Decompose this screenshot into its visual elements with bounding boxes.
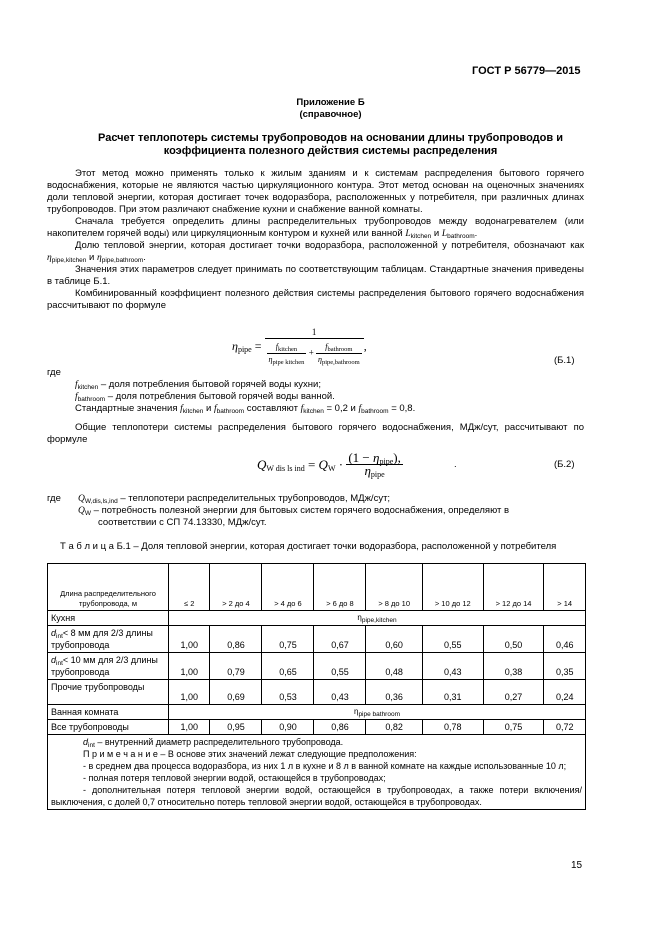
where2-l2-text: – потребность полезной энергии для бытовых систем горячего водоснабжения, определяют в (91, 505, 510, 516)
equation-number-b2: (Б.2) (554, 459, 575, 470)
table-row (48, 626, 586, 653)
header-col: > 8 до 10 (366, 564, 422, 611)
where1-text-bathroom: – доля потребления бытовой горячей воды ванной. (105, 391, 335, 402)
where2-l1-text: – теплопотери распределительных трубопроводов, МДж/сут; (117, 493, 391, 504)
paragraph-combined: Комбинированный коэффициент полезного действия системы распределения бытового горячего водоснабжения рассчитывают по формуле (47, 288, 584, 311)
where2-line-qwdis (78, 493, 390, 505)
appendix-status: (справочное) (299, 109, 362, 120)
where1-text-kitchen: – доля потребления бытовой горячей воды кухни; (98, 379, 321, 390)
note-dint-sym: d (83, 737, 89, 747)
bathroom-eta: $\eta_{pipe bathroom}$ (169, 705, 586, 720)
formula-b1: $\eta_{pipe}$ = 1 $\frac{f_{kitchen}}{\eta_{pipe kitchen}}$ + $\frac{f_{bathroom}}{\eta_{pipe,bathroom}}$ , (232, 327, 367, 366)
kitchen-eta: $\eta_{pipe,kitchen}$ (169, 611, 586, 626)
header-col: > 4 до 6 (262, 564, 314, 611)
header-col: > 14 (544, 564, 586, 611)
table-row (48, 680, 586, 705)
table-cell: 0,65 (262, 653, 314, 680)
table-cell: 0,69 (210, 680, 262, 705)
header-col: > 12 до 14 (483, 564, 544, 611)
note-item-1: - в среднем два процесса водоразбора, из них 1 л в кухне и 8 л в ванной комнате на каждые использованные 10 л; (83, 761, 567, 771)
where-label-2: где (47, 493, 61, 504)
kitchen-eta-sub: pipe,kitchen (361, 617, 397, 624)
table-cell: 0,55 (422, 626, 483, 653)
paragraph-method: Этот метод можно применять только к жилым зданиям и к системам распределения бытового горячего водоснабжения, которые не являются частью циркуляционного контура. Этот метод основан на оценочных значениях доли тепловой энергии, которая достигает точек водоразбора, расположенных у потребителя, при различных длинах трубопроводов. При этом различают снабжение кухни и снабжение ванной комнаты. (47, 168, 584, 215)
table-cell: 0,43 (422, 653, 483, 680)
table-row-bathroom (48, 705, 586, 720)
paragraph-share: Долю тепловой энергии, которая достигает точки водоразбора, расположенной у потребителя, обозначают как $\eta_{pipe,kitchen}$ и $\eta_{pipe,bathroom}$. (47, 240, 584, 264)
row-label-all: Все трубопроводы (48, 720, 169, 735)
equation-number-b1: (Б.1) (554, 355, 575, 366)
appendix-title: Приложение Б (296, 97, 365, 108)
where1-l3-g: = 0,2 и (323, 403, 359, 414)
where-label-1: где (47, 367, 61, 378)
where1-l3-e: составляют (244, 403, 301, 414)
p2-text-c: и (431, 228, 442, 239)
formula-b1-lhs-sub: pipe (237, 345, 252, 354)
header-col: > 10 до 12 (422, 564, 483, 611)
page-number: 15 (571, 860, 583, 871)
bathroom-eta-sub: pipe bathroom (358, 711, 400, 718)
p2-text-a: Сначала требуется определить длины распределительных трубопроводов между водонагревателем (или накопителем горячей воды) или циркуляционным контуром и кухней или ванной (47, 216, 584, 239)
row2-sub: int (56, 660, 63, 667)
p3-text-a: Долю тепловой энергии, которая достигает точки водоразбора, расположенной у потребителя, обозначают как (75, 240, 584, 251)
row-label-dint10 (48, 653, 169, 680)
formula-b2-lhs-sub: W dis ls ind (266, 463, 305, 473)
table-cell: 0,31 (422, 680, 483, 705)
table-cell: 1,00 (169, 720, 210, 735)
table-cell: 0,24 (544, 680, 586, 705)
table-cell: 0,43 (314, 680, 366, 705)
table-cell: 0,50 (483, 626, 544, 653)
table-cell: 0,35 (544, 653, 586, 680)
formula-b2-dot: . (454, 459, 457, 470)
where2-line-qw-cont: соответствии с СП 74.13330, МДж/сут. (98, 517, 267, 528)
table-cell: 0,86 (314, 720, 366, 735)
p2-text-e: . (474, 228, 478, 239)
where1-l3-c: и (203, 403, 214, 414)
row1-text: < 8 мм для 2/3 длины трубопровода (51, 628, 153, 650)
formula-b2-num-open: (1 − (348, 450, 374, 465)
table-cell: 0,79 (210, 653, 262, 680)
where1-l3-b: kitchen (182, 408, 204, 415)
section-title (0, 132, 661, 158)
table-cell: 0,60 (366, 626, 422, 653)
table-cell: 0,53 (262, 680, 314, 705)
table-cell: 0,86 (210, 626, 262, 653)
formula-b1-eta-bathroom: pipe,bathroom (321, 359, 360, 366)
formula-b2: $Q_{W dis ls ind} = Q_W$ · $\frac{(1 - \eta_{pipe}),}{\eta_{pipe}}$ (257, 450, 401, 479)
where1-l3-d: bathroom (216, 408, 245, 415)
p3-text-e: . (143, 252, 146, 263)
table-cell: 0,27 (483, 680, 544, 705)
section-title-line-1: Расчет теплопотерь системы трубопроводов на основании длины трубопроводов и (98, 132, 563, 144)
appendix-heading (0, 97, 661, 121)
where1-l3-a: Стандартные значения (75, 403, 181, 414)
p3-sub-kitchen: pipe,kitchen (51, 257, 87, 264)
table-cell: 0,90 (262, 720, 314, 735)
table-cell: 0,48 (366, 653, 422, 680)
table-caption: Т а б л и ц а Б.1 – Доля тепловой энергии, которая достигает точки водоразбора, расположенной у потребителя (60, 541, 557, 552)
formula-b2-rhs-sub: W (327, 463, 336, 473)
table-cell: 0,46 (544, 626, 586, 653)
p2-sub-kitchen: kitchen (410, 233, 432, 240)
note-dint (51, 736, 582, 748)
bathroom-label: Ванная комната (48, 705, 169, 720)
formula-b1-f-bathroom: bathroom (327, 346, 353, 353)
kitchen-label: Кухня (48, 611, 169, 626)
table-row (48, 720, 586, 735)
p3-text-c: и (86, 252, 98, 263)
where1-sub-kitchen: kitchen (77, 384, 99, 391)
where2-line-qw (78, 505, 509, 517)
formula-b2-den-sub: pipe (370, 470, 385, 479)
table-cell: 0,75 (262, 626, 314, 653)
row3-label: Прочие трубопроводы (51, 682, 145, 692)
table-cell: 0,36 (366, 680, 422, 705)
where1-line-kitchen: $f_{kitchen}$ – доля потребления бытовой горячей воды кухни; (75, 379, 321, 391)
table-cell: 1,00 (169, 680, 210, 705)
p3-sub-bathroom: pipe,bathroom (101, 257, 144, 264)
paragraph-lengths: Сначала требуется определить длины распределительных трубопроводов между водонагревателем (или накопителем горячей воды) или циркуляционным контуром и кухней или ванной $L_{kitchen}$ и $L_{bathroom}$. (47, 216, 584, 240)
formula-b2-num-sub: pipe (379, 457, 394, 466)
section-title-line-2: коэффициента полезного действия системы распределения (163, 145, 498, 157)
paragraph-values: Значения этих параметров следует принимать по соответствующим таблицам. Стандартные значения приведены в таблице Б.1. (47, 264, 584, 287)
efficiency-table (47, 563, 586, 810)
header-col: > 2 до 4 (210, 564, 262, 611)
table-cell: 1,00 (169, 653, 210, 680)
table-cell: 0,82 (366, 720, 422, 735)
where1-line-bathroom: $f_{bathroom}$ – доля потребления бытовой горячей воды ванной. (75, 391, 335, 403)
table-header-row (48, 564, 586, 611)
note-heading: П р и м е ч а н и е – В основе этих значений лежат следующие предположения: (83, 749, 417, 759)
formula-b1-numerator: 1 (265, 326, 364, 339)
row-label-other (48, 680, 169, 705)
where1-l3-h: bathroom (361, 408, 389, 415)
table-cell: 0,67 (314, 626, 366, 653)
p2-sub-bathroom: bathroom (447, 233, 475, 240)
note-dint-text: – внутренний диаметр распределительного трубопровода. (94, 737, 344, 747)
table-cell: 0,75 (483, 720, 544, 735)
where1-l3-f: kitchen (303, 408, 324, 415)
table-row-kitchen (48, 611, 586, 626)
note-dint-sub: int (88, 742, 95, 749)
header-pipe-length: Длина распределительного трубопровода, м (48, 564, 169, 611)
row1-sym: d (51, 628, 57, 638)
where2-l2-sub: W (84, 510, 92, 517)
where2-l1-sub: W,dis,ls,ind (84, 498, 118, 505)
where1-sub-bathroom: bathroom (77, 396, 106, 403)
document-id: ГОСТ Р 56779—2015 (472, 65, 581, 77)
row2-sym: d (51, 655, 57, 665)
table-cell: 0,72 (544, 720, 586, 735)
row1-sub: int (56, 633, 63, 640)
header-col: ≤ 2 (169, 564, 210, 611)
table-cell: 1,00 (169, 626, 210, 653)
where1-l3-i: = 0,8. (388, 403, 416, 414)
where2-l2-sym: Q (78, 506, 85, 516)
where2-l1-sym: Q (78, 494, 85, 504)
table-notes-row (48, 735, 586, 810)
table-cell: 0,55 (314, 653, 366, 680)
table-row (48, 653, 586, 680)
table-cell: 0,38 (483, 653, 544, 680)
header-col: > 6 до 8 (314, 564, 366, 611)
row-label-dint8 (48, 626, 169, 653)
note-item-3: - дополнительная потеря тепловой энергии водой, остающейся в трубопроводах, а также потери включения/выключения, с долей 0,7 относительно потерь тепловой энергии водой, остающейся в трубопроводах. (51, 785, 582, 807)
where1-standard-values: Стандартные значения $f_{kitchen}$ и $f_{bathroom}$ составляют $f_{kitchen} = 0,2$ и $f_{bathroom} = 0,8$. (75, 403, 416, 415)
formula-b2-num-close: ), (393, 450, 401, 465)
table-notes (48, 735, 586, 810)
formula-b1-eta-kitchen: pipe kitchen (272, 359, 305, 366)
table-cell: 0,95 (210, 720, 262, 735)
paragraph-total-losses: Общие теплопотери системы распределения бытового горячего водоснабжения, МДж/сут, рассчитывают по формуле (47, 422, 584, 445)
row2-text: < 10 мм для 2/3 длины трубопровода (51, 655, 158, 677)
formula-b1-f-kitchen: kitchen (278, 346, 298, 353)
note-item-2: - полная потеря тепловой энергии водой, остающейся в трубопроводах; (83, 773, 386, 783)
table-cell: 0,78 (422, 720, 483, 735)
